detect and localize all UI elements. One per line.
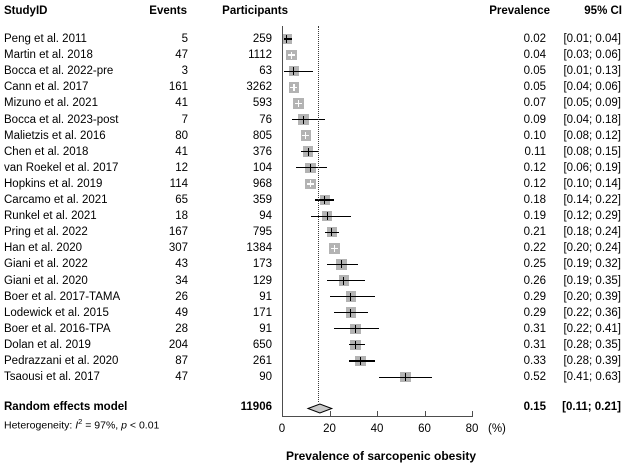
point-tick <box>360 357 361 365</box>
participants-value: 3262 <box>246 81 272 94</box>
ci-value: [0.22; 0.36] <box>563 306 621 319</box>
study-name: Martin et al. 2018 <box>4 49 93 62</box>
ci-line <box>330 296 375 297</box>
ci-value: [0.22; 0.41] <box>563 322 621 335</box>
ci-value: [0.04; 0.18] <box>563 113 621 126</box>
point-tick <box>355 325 356 333</box>
events-value: 41 <box>175 97 188 110</box>
point-tick <box>286 35 287 43</box>
axis-tick-label: 20 <box>323 423 336 435</box>
ci-value: [0.28; 0.35] <box>563 338 621 351</box>
events-value: 7 <box>181 113 188 126</box>
prevalence-value: 0.33 <box>523 355 546 367</box>
events-value: 28 <box>175 322 188 335</box>
participants-value: 94 <box>259 210 272 223</box>
ci-line <box>349 344 366 345</box>
events-value: 18 <box>175 210 188 223</box>
study-row <box>0 289 623 305</box>
study-row <box>0 321 623 337</box>
prevalence-value: 0.31 <box>523 322 546 335</box>
summary-ci: [0.11; 0.21] <box>562 401 621 413</box>
study-name: Pedrazzani et al. 2020 <box>4 355 119 367</box>
point-tick <box>310 164 311 172</box>
summary-prevalence: 0.15 <box>523 401 546 413</box>
study-row <box>0 369 623 385</box>
column-header-events: Events <box>149 5 187 17</box>
participants-value: 91 <box>259 322 272 335</box>
prevalence-value: 0.29 <box>523 306 546 319</box>
events-value: 80 <box>175 129 188 142</box>
events-value: 87 <box>175 355 188 367</box>
ci-value: [0.01; 0.13] <box>563 65 621 78</box>
participants-value: 593 <box>252 97 272 110</box>
study-row <box>0 353 623 369</box>
study-name: Lodewick et al. 2015 <box>4 306 109 319</box>
prevalence-value: 0.07 <box>523 97 546 110</box>
study-name: Hopkins et al. 2019 <box>4 177 103 190</box>
events-value: 3 <box>181 65 188 78</box>
ci-line <box>327 264 358 265</box>
study-name: Giani et al. 2022 <box>4 258 88 271</box>
study-name: Bocca et al. 2022-pre <box>4 65 114 78</box>
ci-value: [0.20; 0.39] <box>563 290 621 303</box>
prevalence-value: 0.52 <box>523 371 546 384</box>
column-header-participants: Participants <box>222 5 288 17</box>
ci-value: [0.20; 0.24] <box>563 242 621 255</box>
study-row <box>0 240 623 256</box>
events-value: 114 <box>169 177 188 190</box>
study-name: Chen et al. 2018 <box>4 145 89 158</box>
study-name: van Roekel et al. 2017 <box>4 161 119 174</box>
ci-line <box>349 360 375 361</box>
participants-value: 261 <box>252 355 272 367</box>
point-tick <box>331 228 332 236</box>
study-name: Boer et al. 2016-TPA <box>4 322 111 335</box>
ci-line <box>301 151 318 152</box>
prevalence-value: 0.26 <box>523 274 546 287</box>
participants-value: 129 <box>252 274 272 287</box>
study-name: Malietzis et al. 2016 <box>4 129 106 142</box>
study-row <box>0 256 623 272</box>
events-value: 47 <box>175 49 188 62</box>
prevalence-value: 0.04 <box>523 49 546 62</box>
prevalence-value: 0.10 <box>523 129 546 142</box>
prevalence-value: 0.12 <box>523 161 546 174</box>
study-name: Cann et al. 2017 <box>4 81 89 94</box>
ci-value: [0.04; 0.06] <box>563 81 621 94</box>
participants-value: 359 <box>252 194 272 206</box>
p-value: < 0.01 <box>126 419 160 432</box>
point-marker <box>293 84 294 91</box>
study-row <box>0 337 623 353</box>
study-row <box>0 95 623 111</box>
ci-line <box>296 167 327 168</box>
study-row <box>0 31 623 47</box>
heterogeneity-value: = 97%, <box>82 419 122 432</box>
ci-value: [0.14; 0.22] <box>563 194 621 206</box>
reference-dotted-line <box>318 26 319 402</box>
study-row <box>0 79 623 95</box>
participants-value: 259 <box>252 33 272 45</box>
prevalence-value: 0.31 <box>523 338 546 351</box>
ci-value: [0.19; 0.35] <box>563 274 621 287</box>
events-value: 47 <box>175 371 188 384</box>
events-value: 161 <box>168 81 188 94</box>
events-value: 167 <box>168 226 188 239</box>
prevalence-value: 0.12 <box>523 177 546 190</box>
study-name: Pring et al. 2022 <box>4 226 88 239</box>
prevalence-value: 0.21 <box>523 226 546 239</box>
study-name: Mizuno et al. 2021 <box>4 97 98 110</box>
ci-line <box>327 280 365 281</box>
participants-value: 91 <box>259 290 272 303</box>
point-marker <box>298 100 299 107</box>
study-name: Carcamo et al. 2021 <box>4 194 108 206</box>
ci-value: [0.28; 0.39] <box>563 355 621 367</box>
ci-line <box>334 328 379 329</box>
heterogeneity-note <box>4 417 159 432</box>
ci-value: [0.08; 0.12] <box>563 129 621 142</box>
study-row <box>0 305 623 321</box>
point-tick <box>405 373 406 381</box>
point-tick <box>350 293 351 301</box>
prevalence-value: 0.29 <box>523 290 546 303</box>
axis-tick-label: 80 <box>465 423 479 435</box>
ci-value: [0.12; 0.29] <box>563 210 621 223</box>
ci-line <box>284 71 313 72</box>
point-tick <box>327 212 328 220</box>
participants-value: 1112 <box>248 49 272 62</box>
point-tick <box>324 196 325 204</box>
point-tick <box>355 341 356 349</box>
p-symbol: p <box>121 419 127 432</box>
study-name: Boer et al. 2017-TAMA <box>4 290 121 303</box>
prevalence-value: 0.05 <box>523 81 546 94</box>
x-axis-line <box>282 416 473 417</box>
study-row <box>0 192 623 208</box>
prevalence-value: 0.22 <box>523 242 546 255</box>
events-value: 43 <box>175 258 188 271</box>
ci-value: [0.19; 0.32] <box>563 258 621 271</box>
participants-value: 104 <box>252 161 272 174</box>
prevalence-value: 0.18 <box>523 194 546 206</box>
study-row <box>0 128 623 144</box>
participants-value: 795 <box>252 226 272 239</box>
study-name: Dolan et al. 2019 <box>4 338 91 351</box>
point-marker <box>305 132 306 139</box>
participants-value: 63 <box>259 65 272 78</box>
ci-value: [0.18; 0.24] <box>563 226 621 239</box>
study-row <box>0 273 623 289</box>
ci-value: [0.01; 0.04] <box>563 33 621 45</box>
summary-row <box>0 399 623 415</box>
point-tick <box>303 116 304 124</box>
participants-value: 1384 <box>246 242 272 255</box>
events-value: 49 <box>175 306 188 319</box>
events-value: 204 <box>168 338 188 351</box>
events-value: 307 <box>168 242 188 255</box>
heterogeneity-prefix: Heterogeneity: <box>4 419 76 432</box>
study-name: Giani et al. 2020 <box>4 274 88 287</box>
x-axis-title: Prevalence of sarcopenic obesity <box>285 449 477 463</box>
participants-value: 90 <box>259 371 272 384</box>
events-value: 12 <box>175 161 188 174</box>
ci-value: [0.03; 0.06] <box>563 49 621 62</box>
axis-tick-label: 60 <box>418 423 431 435</box>
point-marker <box>291 52 292 59</box>
x-axis-unit-label: (%) <box>488 423 506 435</box>
events-value: 5 <box>181 33 188 45</box>
i-squared-symbol: I <box>75 419 79 432</box>
point-tick <box>341 260 342 268</box>
prevalence-value: 0.05 <box>523 65 546 78</box>
column-header-ci: 95% CI <box>584 5 622 17</box>
point-tick <box>308 148 309 156</box>
events-value: 65 <box>175 194 188 206</box>
participants-value: 805 <box>252 129 272 142</box>
study-row <box>0 47 623 63</box>
point-tick <box>350 309 351 317</box>
point-tick <box>343 277 344 285</box>
ci-value: [0.08; 0.15] <box>563 145 621 158</box>
prevalence-value: 0.11 <box>524 145 546 158</box>
participants-value: 76 <box>259 113 272 126</box>
column-header-studyid: StudyID <box>4 5 48 17</box>
participants-value: 968 <box>252 177 272 190</box>
study-name: Han et al. 2020 <box>4 242 83 255</box>
participants-value: 376 <box>252 145 272 158</box>
participants-value: 173 <box>252 258 272 271</box>
ci-value: [0.05; 0.09] <box>563 97 621 110</box>
prevalence-value: 0.09 <box>523 113 546 126</box>
events-value: 41 <box>175 145 188 158</box>
ci-value: [0.41; 0.63] <box>563 371 621 384</box>
prevalence-value: 0.19 <box>523 210 546 223</box>
events-value: 26 <box>175 290 188 303</box>
ci-line <box>292 119 325 120</box>
ci-value: [0.10; 0.14] <box>563 177 621 190</box>
study-name: Tsaousi et al. 2017 <box>4 371 100 384</box>
axis-tick-label: 0 <box>278 423 286 435</box>
i-squared-exponent: 2 <box>78 417 83 426</box>
prevalence-value: 0.25 <box>523 258 546 271</box>
column-header-prevalence: Prevalence <box>489 5 550 17</box>
summary-label: Random effects model <box>4 401 128 413</box>
ci-line <box>311 216 351 217</box>
point-marker <box>334 245 335 252</box>
study-name: Bocca et al. 2023-post <box>4 113 119 126</box>
axis-tick-label: 40 <box>370 423 384 435</box>
summary-participants: 11906 <box>240 401 272 413</box>
study-name: Peng et al. 2011 <box>4 33 87 45</box>
study-row <box>0 224 623 240</box>
ci-value: [0.06; 0.19] <box>563 161 621 174</box>
participants-value: 171 <box>252 306 272 319</box>
prevalence-value: 0.02 <box>523 33 546 45</box>
study-name: Runkel et al. 2021 <box>4 210 97 223</box>
participants-value: 650 <box>252 338 272 351</box>
events-value: 34 <box>175 274 188 287</box>
point-tick <box>293 67 294 75</box>
point-marker <box>310 180 311 187</box>
y-axis-line <box>282 26 283 416</box>
